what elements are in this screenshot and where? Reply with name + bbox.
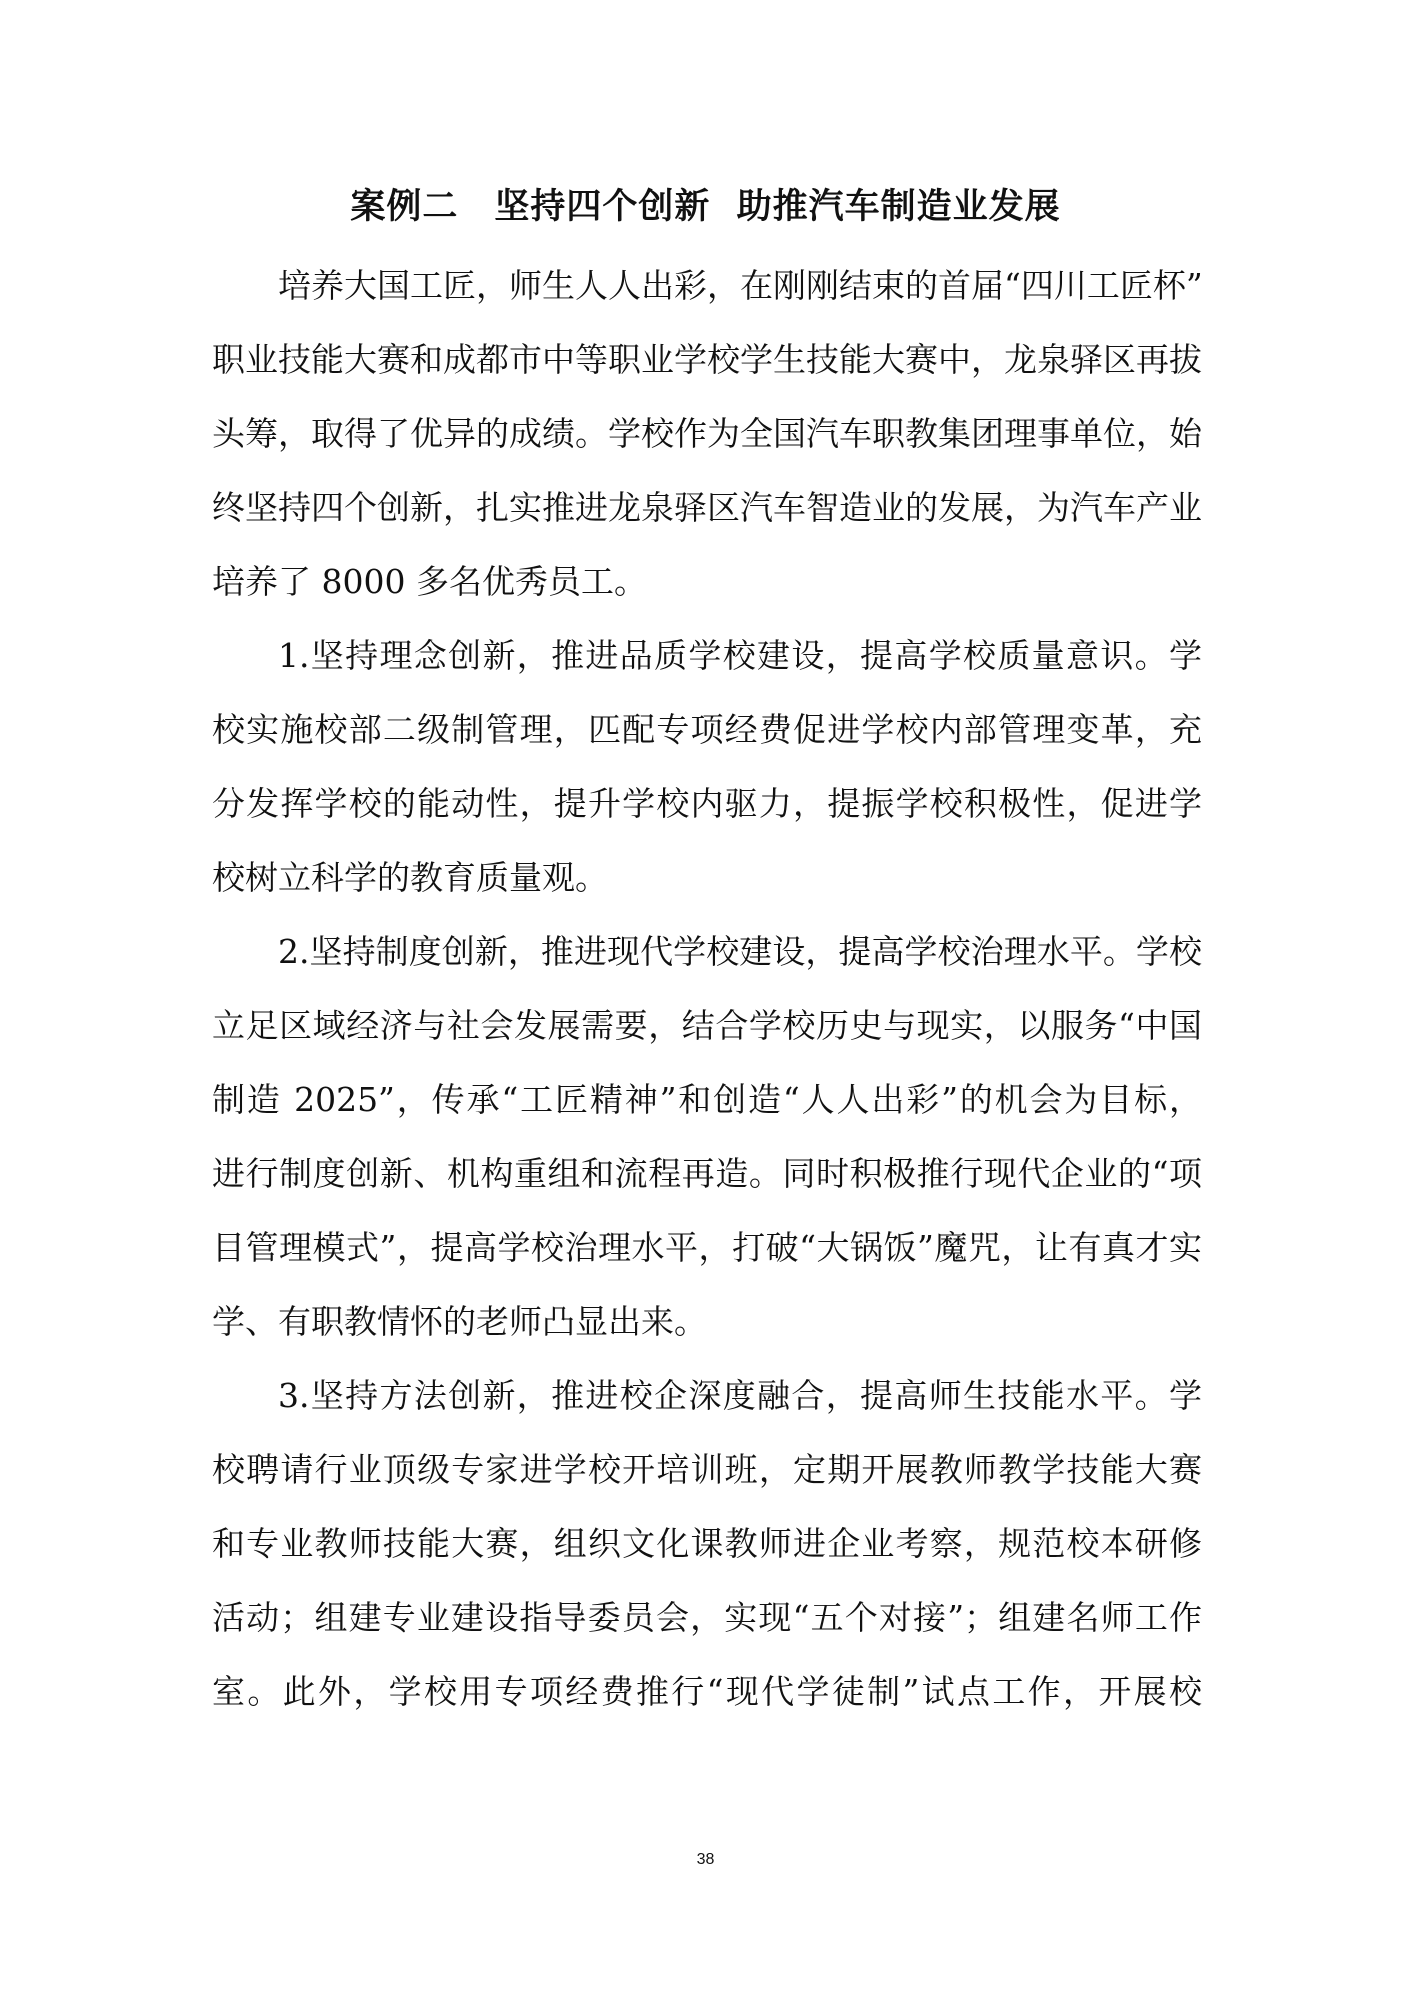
paragraph-1-line-2: 职业技能大赛和成都市中等职业学校学生技能大赛中，龙泉驿区再拔 — [212, 340, 1202, 379]
paragraph-4-line-5: 室。此外，学校用专项经费推行“现代学徒制”试点工作，开展校 — [212, 1672, 1202, 1711]
paragraph-3-line-4: 进行制度创新、机构重组和流程再造。同时积极推行现代企业的“项 — [212, 1154, 1202, 1193]
paragraph-4-line-1: 3.坚持方法创新，推进校企深度融合，提高师生技能水平。学 — [278, 1376, 1202, 1415]
paragraph-4-line-2: 校聘请行业顶级专家进学校开培训班，定期开展教师教学技能大赛 — [212, 1450, 1202, 1489]
paragraph-2-line-1: 1.坚持理念创新，推进品质学校建设，提高学校质量意识。学 — [278, 636, 1202, 675]
paragraph-3-line-5: 目管理模式”，提高学校治理水平，打破“大锅饭”魔咒，让有真才实 — [212, 1228, 1202, 1267]
paragraph-2-line-2: 校实施校部二级制管理，匹配专项经费促进学校内部管理变革，充 — [212, 710, 1202, 749]
document-title: 案例二 坚持四个创新 助推汽车制造业发展 — [350, 187, 1061, 227]
paragraph-1-line-1: 培养大国工匠，师生人人出彩，在刚刚结束的首届“四川工匠杯” — [278, 266, 1203, 305]
paragraph-3-line-1: 2.坚持制度创新，推进现代学校建设，提高学校治理水平。学校 — [278, 932, 1202, 971]
page-number: 38 — [696, 1851, 715, 1868]
paragraph-2-line-4: 校树立科学的教育质量观。 — [212, 858, 608, 897]
paragraph-4-line-4: 活动；组建专业建设指导委员会，实现“五个对接”；组建名师工作 — [212, 1598, 1202, 1637]
paragraph-1-line-4: 终坚持四个创新，扎实推进龙泉驿区汽车智造业的发展，为汽车产业 — [212, 488, 1202, 527]
paragraph-1-line-3: 头筹，取得了优异的成绩。学校作为全国汽车职教集团理事单位，始 — [212, 414, 1202, 453]
paragraph-3-line-3: 制造 2025”，传承“工匠精神”和创造“人人出彩”的机会为目标， — [212, 1080, 1202, 1119]
paragraph-3-line-2: 立足区域经济与社会发展需要，结合学校历史与现实，以服务“中国 — [212, 1006, 1202, 1045]
paragraph-1-line-5: 培养了 8000 多名优秀员工。 — [212, 562, 647, 601]
paragraph-2-line-3: 分发挥学校的能动性，提升学校内驱力，提振学校积极性，促进学 — [212, 784, 1202, 823]
paragraph-4-line-3: 和专业教师技能大赛，组织文化课教师进企业考察，规范校本研修 — [212, 1524, 1202, 1563]
paragraph-3-line-6: 学、有职教情怀的老师凸显出来。 — [212, 1302, 707, 1341]
